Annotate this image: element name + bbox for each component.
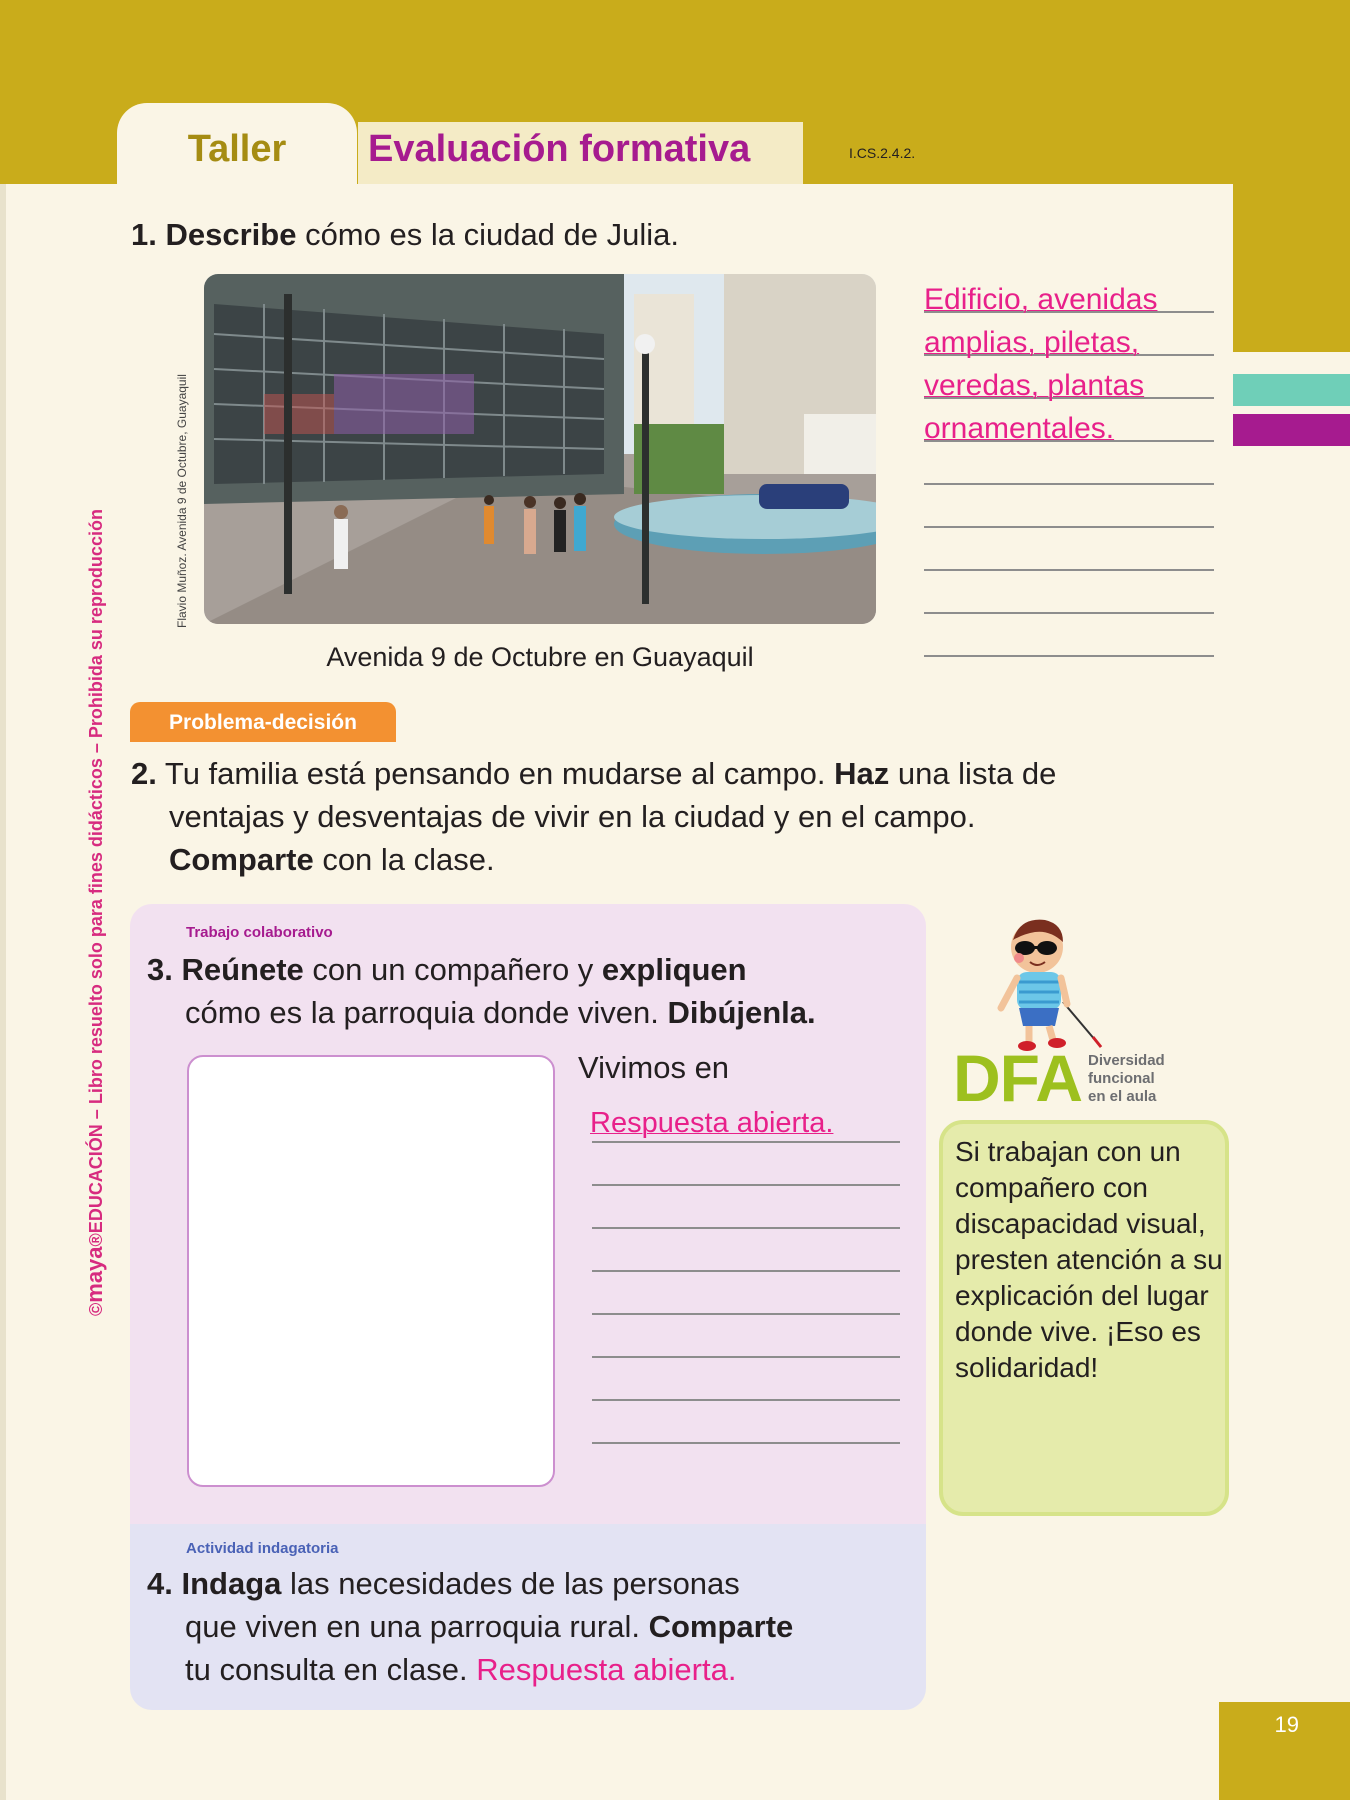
street-photo bbox=[204, 274, 876, 624]
q4-verb-b: Comparte bbox=[648, 1609, 794, 1644]
page-number: 19 bbox=[1274, 1712, 1299, 1737]
q4-text-a: las necesidades de las personas bbox=[281, 1566, 740, 1601]
q2-text-a: Tu familia está pensando en mudarse al campo. bbox=[156, 756, 835, 791]
q4-line-2 bbox=[147, 1605, 917, 1648]
dfa-sub-1: Diversidad bbox=[1088, 1052, 1165, 1069]
q4-line-3 bbox=[147, 1648, 917, 1691]
problem-decision-tab: Problema-decisión bbox=[130, 702, 396, 742]
q2-number: 2. bbox=[131, 756, 157, 791]
dfa-sub-2: funcional bbox=[1088, 1070, 1155, 1087]
dfa-subtitle bbox=[1088, 1052, 1165, 1106]
photo-credit: Flavio Muñoz. Avenida 9 de Octubre, Guayaquil bbox=[175, 374, 189, 628]
q3-answer: Respuesta abierta. bbox=[590, 1107, 834, 1139]
vivimos-label: Vivimos en bbox=[578, 1050, 730, 1085]
q3-verb-a: Reúnete bbox=[181, 952, 304, 987]
dfa-sub-3: en el aula bbox=[1088, 1088, 1157, 1105]
copyright-symbol: © bbox=[86, 1302, 106, 1316]
q3-number: 3. bbox=[147, 952, 173, 987]
q2-line-2: ventajas y desventajas de vivir en la ciudad y en el campo. bbox=[169, 799, 976, 834]
taller-label: Taller bbox=[187, 128, 287, 170]
street-photo-illustration bbox=[204, 274, 876, 624]
brand-name: maya bbox=[82, 1246, 107, 1303]
q1-number: 1. bbox=[131, 217, 157, 252]
q4-number: 4. bbox=[147, 1566, 173, 1601]
collaborative-label: Trabajo colaborativo bbox=[186, 924, 333, 941]
question-2 bbox=[131, 752, 1231, 881]
q3-text-b: cómo es la parroquia donde viven. bbox=[185, 995, 668, 1030]
dfa-logo-text: DFA bbox=[953, 1041, 1082, 1115]
q1-answer-line-3: veredas, plantas bbox=[924, 369, 1145, 402]
copyright-text: ®EDUCACIÓN – Libro resuelto solo para fines didácticos – Prohibida su reproducción bbox=[86, 509, 106, 1247]
drawing-box[interactable] bbox=[187, 1055, 555, 1487]
q1-text: cómo es la ciudad de Julia. bbox=[296, 217, 680, 252]
teal-side-tab bbox=[1233, 374, 1350, 406]
q2-verb-a: Haz bbox=[834, 756, 890, 791]
q1-answer bbox=[924, 278, 1224, 450]
q4-verb-a: Indaga bbox=[181, 1566, 282, 1601]
q4-text-c: tu consulta en clase. bbox=[185, 1652, 477, 1687]
q2-text-c: con la clase. bbox=[313, 842, 495, 877]
q2-verb-b: Comparte bbox=[169, 842, 314, 877]
q1-answer-line-1: Edificio, avenidas bbox=[924, 283, 1158, 316]
skill-code: I.CS.2.4.2. bbox=[849, 145, 916, 161]
q1-answer-line-2: amplias, piletas, bbox=[924, 326, 1140, 359]
question-1 bbox=[131, 213, 679, 256]
copyright-notice bbox=[82, 476, 108, 1316]
q3-verb-b: expliquen bbox=[601, 952, 747, 987]
right-banner bbox=[1233, 184, 1350, 352]
q2-line-3 bbox=[131, 838, 1231, 881]
q4-text-b: que viven en una parroquia rural. bbox=[185, 1609, 649, 1644]
section-title: Evaluación formativa bbox=[368, 128, 751, 170]
inquiry-label: Actividad indagatoria bbox=[186, 1540, 339, 1557]
q1-verb: Describe bbox=[165, 217, 297, 252]
magenta-side-tab bbox=[1233, 414, 1350, 446]
q3-verb-c: Dibújenla. bbox=[667, 995, 816, 1030]
q2-text-b: una lista de bbox=[889, 756, 1057, 791]
q4-answer: Respuesta abierta. bbox=[476, 1652, 737, 1687]
dfa-note-text: Si trabajan con un compañero con discapacidad visual, presten atención a su explicación del lugar donde vive. ¡Eso es solidaridad! bbox=[955, 1136, 1223, 1383]
q3-answer-lines bbox=[592, 1100, 900, 1444]
left-edge-strip bbox=[0, 0, 6, 1800]
question-3 bbox=[147, 948, 917, 1034]
q3-line-2 bbox=[147, 991, 917, 1034]
q3-text-a: con un compañero y bbox=[303, 952, 602, 987]
question-4 bbox=[147, 1562, 917, 1691]
photo-caption: Avenida 9 de Octubre en Guayaquil bbox=[326, 642, 754, 672]
q1-answer-line-4: ornamentales. bbox=[924, 412, 1115, 445]
